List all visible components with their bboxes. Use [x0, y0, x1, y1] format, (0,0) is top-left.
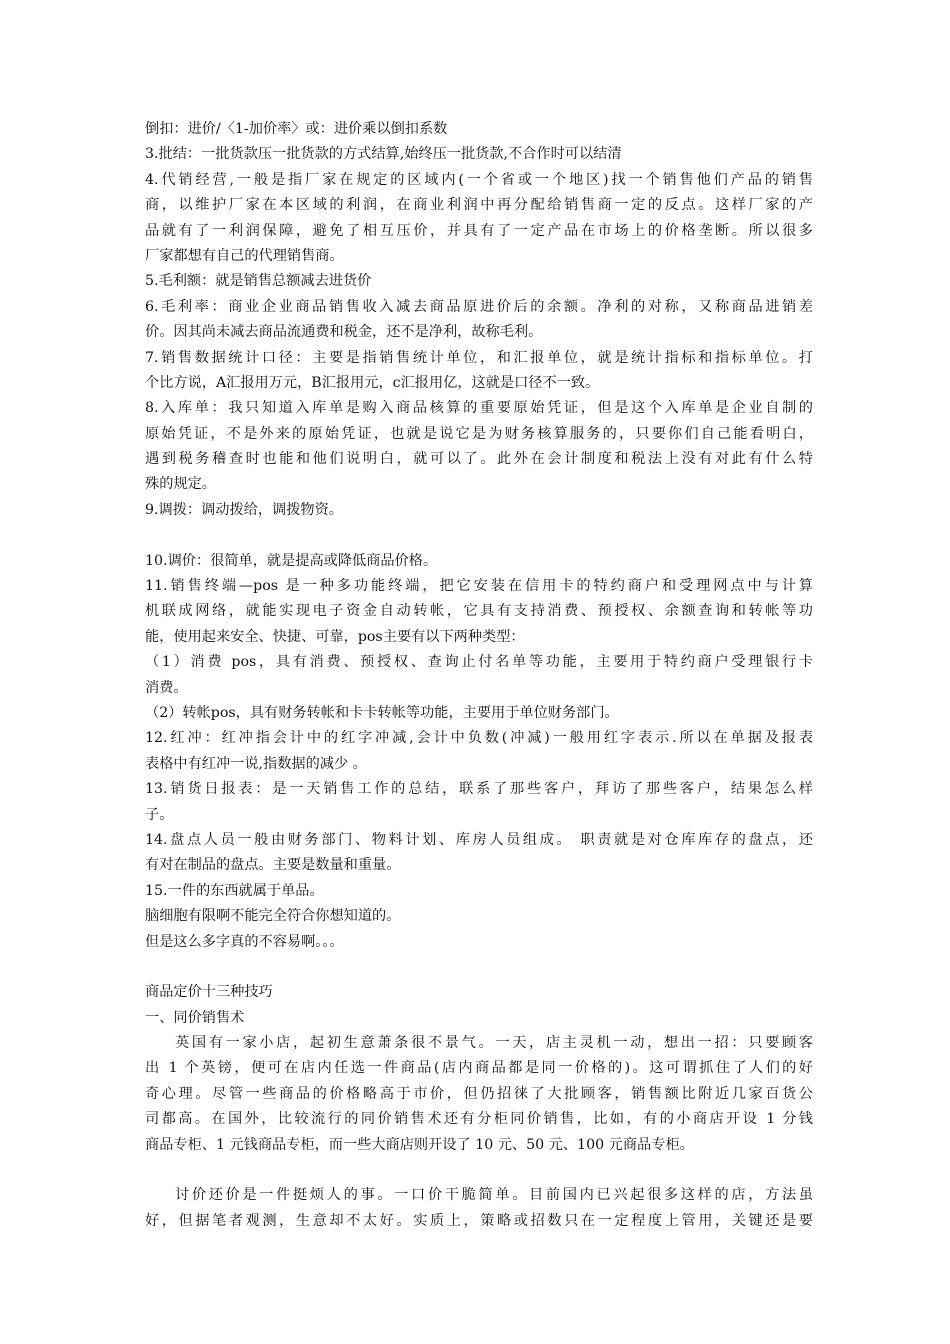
- text-line: 消费。: [145, 679, 188, 696]
- paragraph: [145, 879, 813, 904]
- paragraph: [145, 701, 813, 726]
- text-line: 4.代销经营,一般是指厂家在规定的区域内(一个省或一个地区)找一个销售他们产品的销售: [145, 171, 813, 188]
- paragraph: [145, 498, 813, 523]
- paragraph: [145, 168, 813, 270]
- text-line: 遇到税务稽查时也能和他们说明白，就可以了。此外在会计制度和税法上没有对此有什么特: [145, 451, 813, 468]
- text-line: 10.调价：很简单，就是提高或降低商品价格。: [145, 552, 438, 569]
- text-line: 机联成网络，就能实现电子资金自动转帐，它具有支持消费、预授权、余额查询和转帐等功: [145, 603, 813, 620]
- text-line: 6.毛利率：商业企业商品销售收入减去商品原进价后的余额。净利的对称，又称商品进销差: [145, 298, 813, 315]
- paragraph: [145, 574, 813, 650]
- text-line: 但是这么多字真的不容易啊。。。: [145, 933, 344, 950]
- blank-line: [145, 523, 813, 548]
- text-line: 脑细胞有限啊不能完全符合你想知道的。: [145, 908, 401, 925]
- text-line: 原始凭证，不是外来的原始凭证，也就是说它是为财务核算服务的，只要你们自己能看明白，: [145, 425, 813, 442]
- text-line: 奇心理。尽管一些商品的价格略高于市价，但仍招徕了大批顾客，销售额比附近几家百货公: [145, 1085, 813, 1102]
- text-line: 能，使用起来安全、快捷、可靠，pos主要有以下两种类型：: [145, 628, 525, 645]
- blank-line: [145, 1158, 813, 1183]
- paragraph: [145, 346, 813, 397]
- text-line: 3.批结：一批货款压一批货款的方式结算,始终压一批货款,不合作时可以结清: [145, 146, 622, 163]
- text-line: 个比方说，A汇报用万元，B汇报用元，c汇报用亿，这就是口径不一致。: [145, 374, 600, 391]
- blank-line: [145, 955, 813, 980]
- paragraph: [145, 295, 813, 346]
- paragraph: [145, 777, 813, 828]
- paragraph: [145, 930, 813, 955]
- paragraph: [145, 1031, 813, 1158]
- text-line: 倒扣：进价/〈1-加价率〉或：进价乘以倒扣系数: [145, 121, 448, 137]
- text-line: 14.盘点人员一般由财务部门、物料计划、库房人员组成。 职责就是对仓库库存的盘点，还: [145, 831, 813, 848]
- text-line: 殊的规定。: [145, 476, 216, 493]
- text-line: 一、同价销售术: [145, 1009, 245, 1026]
- paragraph: [145, 1006, 813, 1031]
- text-line: 8.入库单：我只知道入库单是购入商品核算的重要原始凭证，但是这个入库单是企业自制的: [145, 400, 813, 417]
- paragraph: [145, 904, 813, 929]
- text-line: 英国有一家小店，起初生意萧条很不景气。一天，店主灵机一动，想出一招：只要顾客: [175, 1035, 813, 1052]
- paragraph: [145, 1183, 813, 1234]
- text-line: 9.调拨：调动拨给，调拨物资。: [145, 501, 343, 518]
- text-line: 商，以维护厂家在本区域的利润，在商业利润中再分配给销售商一定的反点。这样厂家的产: [145, 197, 813, 214]
- paragraph: [145, 269, 813, 294]
- text-line: 价。因其尚未减去商品流通费和税金，还不是净利，故称毛利。: [145, 324, 543, 341]
- text-line: 商品定价十三种技巧: [145, 984, 273, 1001]
- text-line: 表格中有红冲一说,指数据的减少 。: [145, 755, 367, 772]
- text-line: 讨价还价是一件挺烦人的事。一口价干脆简单。目前国内已兴起很多这样的店，方法虽: [175, 1187, 813, 1204]
- paragraph: [145, 828, 813, 879]
- text-line: 出 1 个英镑，便可在店内任选一件商品(店内商品都是同一价格的)。这可谓抓住了人们的好: [145, 1060, 813, 1077]
- text-line: （1）消费 pos，具有消费、预授权、查询止付名单等功能，主要用于特约商户受理银行卡: [145, 654, 813, 671]
- text-line: 好，但据笔者观测，生意却不太好。实质上，策略或招数只在一定程度上管用，关键还是要: [145, 1212, 813, 1229]
- text-line: 13.销货日报表：是一天销售工作的总结，联系了那些客户，拜访了那些客户，结果怎么样: [145, 781, 813, 798]
- text-line: 11.销售终端—pos 是一种多功能终端，把它安装在信用卡的特约商户和受理网点中与计算: [145, 578, 813, 595]
- paragraph: [145, 117, 813, 142]
- text-line: 司都高。在国外，比较流行的同价销售术还有分柜同价销售，比如，有的小商店开设 1 分钱: [145, 1111, 813, 1128]
- paragraph: [145, 980, 813, 1005]
- text-line: 品就有了一利润保障，避免了相互压价，并具有了一定产品在市场上的价格垄断。所以很多: [145, 222, 813, 239]
- text-line: 子。: [145, 806, 174, 823]
- text-line: 有对在制品的盘点。主要是数量和重量。: [145, 857, 401, 874]
- paragraph: [145, 396, 813, 498]
- text-line: 7.销售数据统计口径：主要是指销售统计单位，和汇报单位，就是统计指标和指标单位。打: [145, 349, 813, 366]
- paragraph: [145, 650, 813, 701]
- text-line: 厂家都想有自己的代理销售商。: [145, 247, 344, 264]
- text-line: （2）转帐pos，具有财务转帐和卡卡转帐等功能，主要用于单位财务部门。: [145, 704, 619, 721]
- text-line: 商品专柜、1 元钱商品专柜，而一些大商店则开设了 10 元、50 元、100 元商品专柜。: [145, 1136, 694, 1153]
- paragraph: [145, 726, 813, 777]
- text-line: 15.一件的东西就属于单品。: [145, 882, 324, 899]
- paragraph: [145, 142, 813, 167]
- text-line: 12.红冲：红冲指会计中的红字冲减,会计中负数(冲减)一般用红字表示.所以在单据及报表: [145, 730, 813, 747]
- text-line: 5.毛利额：就是销售总额减去进货价: [145, 273, 372, 290]
- paragraph: [145, 549, 813, 574]
- document-page: [145, 117, 813, 1234]
